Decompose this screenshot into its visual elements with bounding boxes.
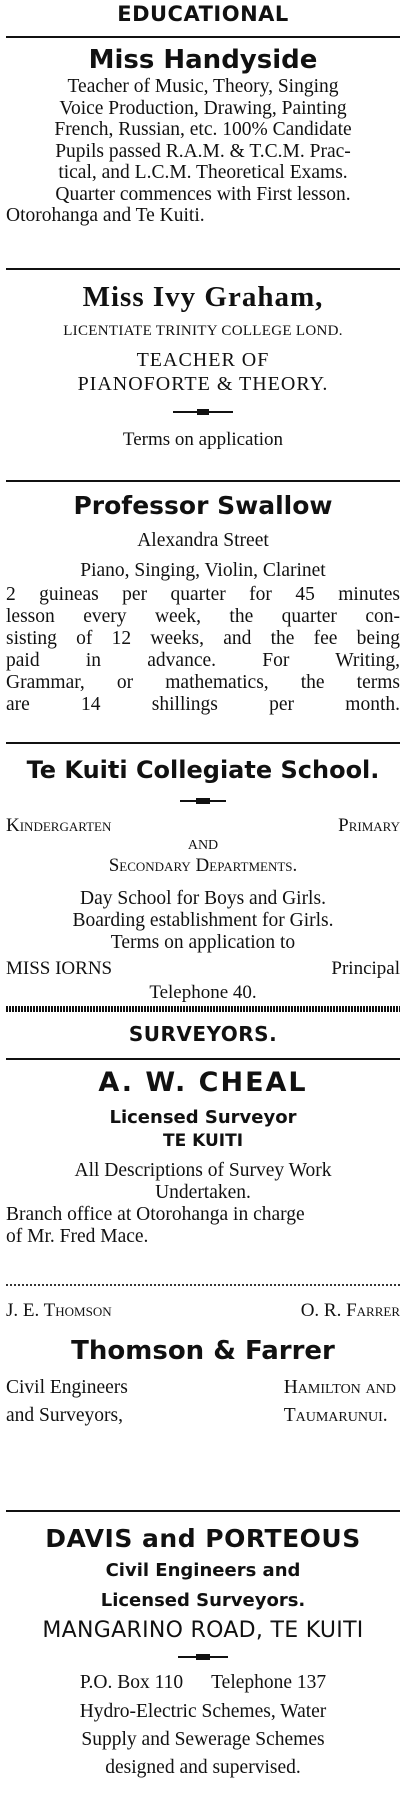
ad-text-line: sisting of 12 weeks, and the fee being: [6, 628, 400, 649]
ad-text-line: Civil Engineers: [6, 1377, 128, 1398]
ad-thomson-farrer: [6, 1298, 400, 1430]
ad-text-line: 2 guineas per quarter for 45 minutes: [6, 584, 400, 605]
ad-department: Secondary Departments.: [108, 855, 298, 876]
ad-text-line: Teacher of Music, Theory, Singing: [67, 76, 339, 97]
ad-name: Thomson & Farrer: [71, 1336, 335, 1366]
ornament-rule: [173, 406, 233, 418]
ad-department: Primary: [338, 815, 400, 836]
ad-name: Te Kuiti Collegiate School.: [26, 756, 380, 784]
divider: [6, 1510, 400, 1512]
ad-text-line: Quarter commences with First lesson.: [55, 183, 351, 205]
section-heading-educational: EDUCATIONAL: [117, 2, 289, 26]
ad-text-line: Voice Production, Drawing, Painting: [59, 97, 347, 119]
ad-text-line: French, Russian, etc. 100% Candidate: [54, 119, 352, 140]
ad-partner: J. E. Thomson: [6, 1300, 112, 1321]
ad-name: A. W. CHEAL: [98, 1067, 308, 1098]
ad-text-line: PIANOFORTE & THEORY.: [77, 373, 329, 395]
ad-text-line: Hamilton and: [283, 1377, 396, 1398]
ad-text-line: Boarding establishment for Girls.: [72, 910, 334, 931]
ad-name: Professor Swallow: [73, 491, 333, 520]
ad-miss-handyside: [6, 44, 400, 227]
ad-partner: O. R. Farrer: [300, 1300, 400, 1321]
ad-name: Miss Ivy Graham,: [82, 281, 324, 313]
ad-text-line: tical, and L.C.M. Theoretical Exams.: [58, 162, 348, 183]
ad-contact-role: Principal: [331, 958, 400, 979]
ad-telephone: Telephone 40.: [149, 982, 257, 1003]
ad-text-line: Pupils passed R.A.M. & T.C.M. Prac-: [55, 140, 351, 162]
ad-text-line: Supply and Sewerage Schemes: [81, 1729, 325, 1750]
ad-address: MANGARINO ROAD, TE KUITI: [42, 1618, 364, 1643]
ornament-rule: [178, 1652, 228, 1662]
ad-text-line: of Mr. Fred Mace.: [6, 1226, 149, 1247]
ad-text-line: Taumarunui.: [283, 1405, 388, 1426]
divider: [6, 36, 400, 38]
heavy-divider: [6, 1006, 400, 1012]
ornament-rule: [180, 796, 226, 806]
ad-text-line: Day School for Boys and Girls.: [80, 888, 326, 909]
ad-text-line: Branch office at Otorohanga in charge: [6, 1204, 305, 1225]
ad-text-line: Hydro-Electric Schemes, Water: [79, 1701, 327, 1722]
ad-text-line: paid in advance. For Writing,: [6, 650, 400, 671]
ad-text-line: lesson every week, the quarter con-: [6, 606, 400, 627]
ad-text-line: and Surveyors,: [6, 1405, 123, 1426]
ad-professor-swallow: [6, 490, 400, 716]
ad-address: Alexandra Street: [137, 530, 269, 551]
divider: [6, 742, 400, 744]
ad-terms: Terms on application: [122, 429, 284, 450]
divider: [6, 268, 400, 270]
ad-miss-ivy-graham: [6, 280, 400, 452]
ad-text-line: Piano, Singing, Violin, Clarinet: [80, 560, 326, 581]
divider: [6, 1058, 400, 1060]
ad-name: DAVIS and PORTEOUS: [45, 1524, 361, 1553]
ad-title: Licensed Surveyor: [109, 1107, 297, 1128]
ad-text-line: Otorohanga and Te Kuiti.: [6, 205, 205, 226]
ad-text-line: are 14 shillings per month.: [6, 694, 400, 715]
ad-subtitle: Licensed Surveyors.: [100, 1590, 306, 1611]
ad-text-line: TEACHER OF: [136, 349, 270, 371]
ad-telephone: Telephone 137: [211, 1672, 327, 1693]
ad-contact-name: MISS IORNS: [6, 958, 113, 979]
ad-town: TE KUITI: [162, 1131, 244, 1151]
ad-subtitle: Civil Engineers and: [105, 1560, 301, 1581]
ad-pobox: P.O. Box 110: [79, 1672, 184, 1693]
ad-text-line: Terms on application to: [110, 932, 296, 953]
ad-name: Miss Handyside: [88, 45, 318, 75]
ad-text-line: AND: [187, 838, 219, 853]
divider: [6, 480, 400, 482]
ad-te-kuiti-collegiate-school: [6, 754, 400, 1004]
ad-davis-and-porteous: [6, 1522, 400, 1782]
divider: [6, 1284, 400, 1286]
ad-department: Kindergarten: [6, 815, 112, 836]
ad-credential: LICENTIATE TRINITY COLLEGE LOND.: [63, 323, 343, 339]
ad-text-line: Grammar, or mathematics, the terms: [6, 672, 400, 693]
ad-text-line: designed and supervised.: [105, 1757, 301, 1778]
section-heading-surveyors: SURVEYORS.: [128, 1022, 278, 1046]
ad-text-line: All Descriptions of Survey Work: [74, 1160, 332, 1181]
ad-a-w-cheal: [6, 1066, 400, 1248]
ad-text-line: Undertaken.: [155, 1182, 251, 1203]
